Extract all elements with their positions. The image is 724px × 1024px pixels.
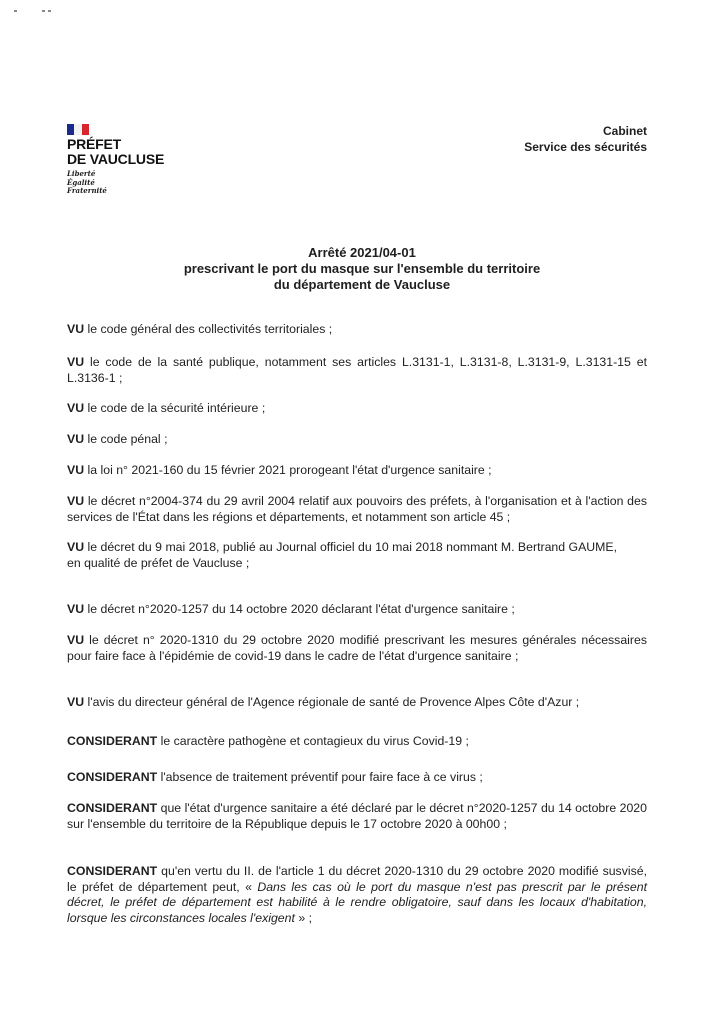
considerant-paragraph: CONSIDERANT l'absence de traitement préventif pour faire face à ce virus ; [67,770,483,784]
visa-paragraph: VU l'avis du directeur général de l'Agence régionale de santé de Provence Alpes Côte d'Azur ; [67,695,580,709]
decree-number: Arrêté 2021/04-01 [308,245,416,260]
visa-paragraph: VU le code général des collectivités territoriales ; [67,322,333,336]
visa-paragraph: VU le décret n°2020-1257 du 14 octobre 2020 déclarant l'état d'urgence sanitaire ; [67,602,515,616]
service-securites: Service des sécurités [524,140,647,154]
visa-paragraph: VU le code de la santé publique, notamment ses articles L.3131-1, L.3131-8, L.3131-9, L.3131-15 et L.3136-1 ; [67,355,647,385]
scan-artifact [14,10,54,16]
motto-egalite: Égalité [67,177,95,187]
republic-motto [67,170,187,196]
visa-paragraph: VU le code pénal ; [67,432,168,446]
motto-fraternite: Fraternité [67,186,107,195]
considerant-paragraph: CONSIDERANT le caractère pathogène et contagieux du virus Covid-19 ; [67,734,469,748]
visa-paragraph: VU le décret du 9 mai 2018, publié au Journal officiel du 10 mai 2018 nommant M. Bertrand GAUME, en qualité de préfet de Vaucluse ; [67,540,618,570]
marianne-flag-icon [67,124,89,135]
prefecture-logo [67,124,187,196]
visa-paragraph: VU le code de la sécurité intérieure ; [67,401,266,415]
decree-title [0,245,724,293]
logo-line-1: PRÉFET [67,136,122,152]
visa-paragraph: VU la loi n° 2021-160 du 15 février 2021 prorogeant l'état d'urgence sanitaire ; [67,463,492,477]
visa-paragraph: VU le décret n°2004-374 du 29 avril 2004 relatif aux pouvoirs des préfets, à l'organisation et à l'action des services de l'État dans les régions et départements, et notamment son article 45 ; [67,494,647,524]
service-cabinet: Cabinet [602,124,647,138]
visa-paragraph: VU le décret n° 2020-1310 du 29 octobre 2020 modifié prescrivant les mesures générales nécessaires pour faire face à l'épidémie de covid-19 dans le cadre de l'état d'urgence sanitaire ; [67,633,647,663]
motto-liberte: Liberté [67,169,96,178]
logo-line-2: DE VAUCLUSE [67,151,165,167]
considerant-paragraph: CONSIDERANT que l'état d'urgence sanitaire a été déclaré par le décret n°2020-1257 du 14 octobre 2020 sur l'ensemble du territoire de la République depuis le 17 octobre 2020 à 00h00 ; [67,801,647,831]
considerant-paragraph: CONSIDERANT qu'en vertu du II. de l'article 1 du décret 2020-1310 du 29 octobre 2020 modifié susvisé, le préfet de département peut, « Dans les cas où le port du masque n'est pas prescrit par le présent décret, le préfet de département est habilité à le rendre obligatoire, sauf dans les locaux d'habitation, lorsque les circonstances locales l'exigent » ; [67,864,647,925]
decree-subject-line-2: du département de Vaucluse [273,277,451,292]
decree-subject-line-1: prescrivant le port du masque sur l'ensemble du territoire [183,261,541,276]
issuing-service [524,123,647,155]
